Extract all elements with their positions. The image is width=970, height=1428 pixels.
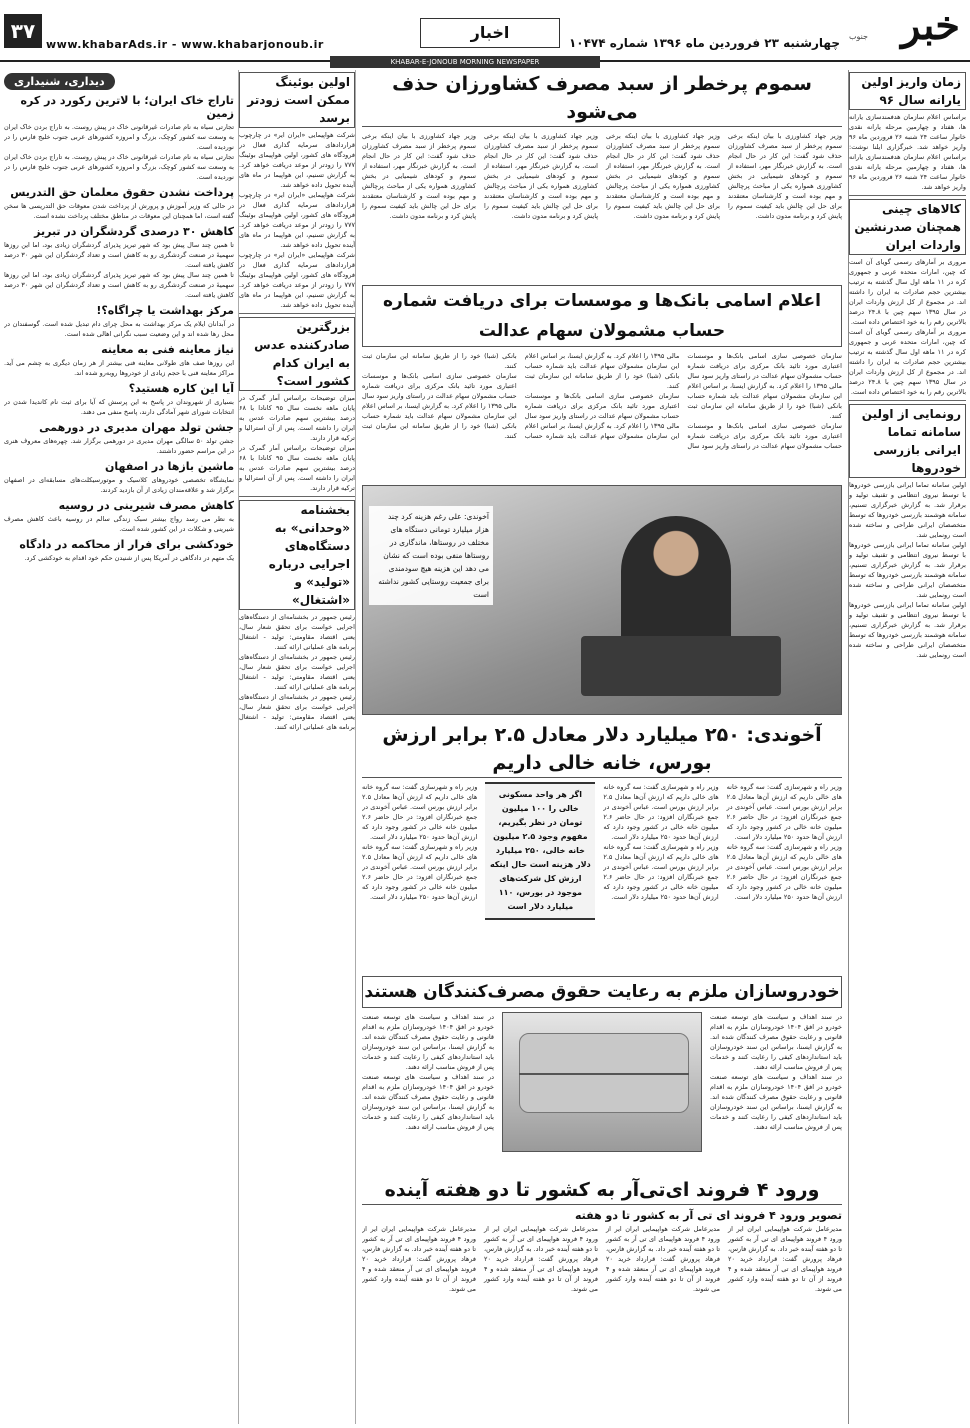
- article-body-china-imports-cont: مروری بر آمارهای رسمی گویای آن است که چین، امارات متحده عربی و جمهوری کره در ۱۱ ماهه اول سال گذشته به ترتیب بیشترین حجم صادرات به ایران را داشته اند. در مجموع از کل ارزش واردات ایران در سال ۱۳۹۵ سهم چین با ۲۴.۸ درصد بالاترین رقم را به خود اختصاص داده است.: [849, 328, 966, 396]
- subhead-atr: تصویر ورود ۴ فروند ای تی آر به کشور تا دو هفته: [575, 1209, 842, 1222]
- article-body-empty-houses-cont3: وزیر راه و شهرسازی گفت: سه گروه خانه های خالی داریم که ارزش آن‌ها معادل ۲.۵ برابر ارزش بورس است. عباس آخوندی در جمع خبرنگاران افزود: در حال حاضر ۲.۶ میلیون خانه خالی در کشور وجود دارد که ارزش آن‌ها حدود ۲۵۰ میلیارد دلار است.: [603, 843, 719, 901]
- article-body-empty-houses-cont2: وزیر راه و شهرسازی گفت: سه گروه خانه های خالی داریم که ارزش آن‌ها معادل ۲.۵ برابر ارزش بورس است. عباس آخوندی در جمع خبرنگاران افزود: در حال حاضر ۲.۶ میلیون خانه خالی در کشور وجود دارد که ارزش آن‌ها حدود ۲۵۰ میلیارد دلار است.: [603, 783, 719, 841]
- article-body-pesticides-cont: وزیر جهاد کشاورزی با بیان اینکه برخی سموم پرخطر از سبد مصرف کشاورزان حذف شود گفت: این کار در حال انجام است. به گزارش خبرنگار مهر، استفاده از سموم و کودهای شیمیایی در بخش کشاورزی همواره یکی از مباحث پرچالش و مهم بوده است و کارشناسان معتقدند برای حل این چالش باید کیفیت سموم را پایش کرد و برنامه مدون داشت.: [606, 132, 720, 220]
- headline-carmakers[interactable]: خودروسازان ملزم به رعایت حقوق مصرف‌کنندگان هستند: [362, 976, 842, 1008]
- article-body-atr-cont3: مدیرعامل شرکت هواپیمایی ایران ایر از ورود ۴ فروند هواپیمای ای تی آر به کشور تا دو هفته آینده خبر داد. به گزارش فارس، فرهاد پرورش گفت: قرارداد خرید ۲۰ فروند هواپیمای ای تی آر منعقد شده و ۴ فروند از آن تا دو هفته آینده وارد کشور می شوند.: [362, 1225, 476, 1293]
- pull-quote-box: [485, 782, 595, 972]
- article-body-boeing-cont2: شرکت هواپیمایی «ایران ایر» در چارچوب قراردادهای سرمایه گذاری فعال در فرودگاه های کشور، اولین هواپیمای بوئینگ ۷۷۷ را زودتر از موعد دریافت خواهد کرد. به گزارش تسنیم، این هواپیما در ماه های آینده تحویل داده خواهد شد.: [239, 251, 355, 309]
- akhondi-photo: [362, 485, 842, 715]
- brief-body-candidate: بسیاری از شهروندان در پاسخ به این پرسش که آیا برای ثبت نام کاندیدا شدن در انتخابات شورای شهر آمادگی دارند، پاسخ منفی می دهند.: [4, 398, 234, 416]
- brief-body-tabriz: تا همین چند سال پیش بود که شهر تبریز پذیرای گردشگران زیادی بود، اما این روزها سهمیهٔ در صنعت گردشگری رو به کاهش است و تعداد گردشگران این شهر ۳۰ درصد کاهش یافته است.: [4, 241, 234, 269]
- empty-houses-text-col1: [727, 782, 842, 972]
- article-body-atr: مدیرعامل شرکت هواپیمایی ایران ایر از ورود ۴ فروند هواپیمای ای تی آر به کشور تا دو هفته آینده خبر داد. به گزارش فارس، فرهاد پرورش گفت: قرارداد خرید ۲۰ فروند هواپیمای ای تی آر منعقد شده و ۴ فروند از آن تا دو هفته آینده وارد کشور می شوند.: [728, 1225, 842, 1293]
- section-title: اخبار: [420, 18, 560, 48]
- article-body-pesticides: وزیر جهاد کشاورزی با بیان اینکه برخی سموم پرخطر از سبد مصرف کشاورزان حذف شود گفت: این کار در حال انجام است. به گزارش خبرنگار مهر، استفاده از سموم و کودهای شیمیایی در بخش کشاورزی همواره یکی از مباحث پرچالش و مهم بوده است و کارشناسان معتقدند برای حل این چالش باید کیفیت سموم را پایش کرد و برنامه مدون داشت.: [728, 132, 842, 220]
- article-body-empty-houses-cont5: وزیر راه و شهرسازی گفت: سه گروه خانه های خالی داریم که ارزش آن‌ها معادل ۲.۵ برابر ارزش بورس است. عباس آخوندی در جمع خبرنگاران افزود: در حال حاضر ۲.۶ میلیون خانه خالی در کشور وجود دارد که ارزش آن‌ها حدود ۲۵۰ میلیارد دلار است.: [362, 843, 478, 901]
- article-body-empty-houses-cont: وزیر راه و شهرسازی گفت: سه گروه خانه های خالی داریم که ارزش آن‌ها معادل ۲.۵ برابر ارزش بورس است. عباس آخوندی در جمع خبرنگاران افزود: در حال حاضر ۲.۶ میلیون خانه خالی در کشور وجود دارد که ارزش آن‌ها حدود ۲۵۰ میلیارد دلار است.: [726, 843, 842, 901]
- right-column: [848, 70, 966, 1424]
- pull-quote: اگر هر واحد مسکونی خالی را ۱۰۰ میلیون تومان در نظر بگیریم، مفهوم وجود ۲.۵ میلیون خانه خالی، ۲۵۰ میلیارد دلار هزینه است حال اینکه ارزش کل شرکت‌های موجود در بورس، ۱۱۰ میلیارد دلار است: [485, 782, 595, 920]
- middle-column: [238, 70, 356, 1424]
- article-title-lentils[interactable]: بزرگترین صادرکننده عدس به ایران کدام کشور است؟: [239, 317, 355, 391]
- article-body-directive-cont: رئیس جمهور در بخشنامه‌ای از دستگاه‌های اجرایی خواست برای تحقق شعار سال، یعنی اقتصاد مقاومتی: تولید - اشتغال برنامه های عملیاتی ارائه کنند.: [239, 653, 355, 691]
- brief-body-russia: به نظر می رسد رواج بیشتر سبک زندگی سالم در روسیه باعث کاهش مصرف شیرینی و شکلات در این کشور شده است.: [4, 515, 234, 533]
- article-title-subsidy[interactable]: زمان واریز اولین یارانه سال ۹۶: [849, 72, 966, 110]
- article-body-car-inspection-cont2: اولین سامانه تماما ایرانی بازرسی خودروها با توسط نیروی انتظامی و تقنیف تولید و برقرار شد. به گزارش خبرگزاری تسنیم، سامانه هوشمند بازرسی خودروها که توسط متخصصان ایرانی طراحی و ساخته شده است رونمایی شد.: [849, 601, 966, 659]
- article-body-justice-shares-cont3: سازمان خصوصی سازی اسامی بانک‌ها و موسسات اعتباری مورد تائید بانک مرکزی برای دریافت شماره حساب مشمولان سهام عدالت در راستای واریز سود سال مالی ۱۳۹۵ را اعلام کرد. به گزارش ایسنا، بر اساس اعلام این سازمان مشمولان سهام عدالت باید شماره حساب بانکی (شبا) خود را از طریق سامانه این سازمان ثبت کنند.: [362, 372, 517, 440]
- article-title-boeing[interactable]: اولین بوئینگ ممکن است زودتر برسد: [239, 72, 355, 128]
- brief-title-russia[interactable]: کاهش مصرف شیرینی در روسیه: [58, 499, 234, 512]
- car-line-shape: [519, 1073, 689, 1075]
- article-body-empty-houses: وزیر راه و شهرسازی گفت: سه گروه خانه های خالی داریم که ارزش آن‌ها معادل ۲.۵ برابر ارزش بورس است. عباس آخوندی در جمع خبرنگاران افزود: در حال حاضر ۲.۶ میلیون خانه خالی در کشور وجود دارد که ارزش آن‌ها حدود ۲۵۰ میلیارد دلار است.: [726, 783, 842, 841]
- article-body-directive: رئیس جمهور در بخشنامه‌ای از دستگاه‌های اجرایی خواست برای تحقق شعار سال، یعنی اقتصاد مقاومتی: تولید - اشتغال برنامه های عملیاتی ارائه کنند.: [239, 613, 355, 651]
- article-empty-houses: [362, 782, 842, 972]
- website-links[interactable]: www.khabarAds.ir - www.khabarjonoub.ir: [46, 38, 324, 51]
- article-body-pesticides-cont2: وزیر جهاد کشاورزی با بیان اینکه برخی سموم پرخطر از سبد مصرف کشاورزان حذف شود گفت: این کار در حال انجام است. به گزارش خبرنگار مهر، استفاده از سموم و کودهای شیمیایی در بخش کشاورزی همواره یکی از مباحث پرچالش و مهم بوده است و کارشناسان معتقدند برای حل این چالش باید کیفیت سموم را پایش کرد و برنامه مدون داشت.: [484, 132, 598, 220]
- photo-caption: آخوندی: علی رغم هزینه کرد چند هزار میلیارد تومانی دستگاه های مختلف در روستاها، ماندگاری در روستاها منفی بوده است که نشان می دهد این هزینه هیچ سودمندی برای جمعیت روستایی کشور نداشته است: [369, 506, 493, 605]
- left-column: [4, 70, 234, 1424]
- brief-title-birthday[interactable]: جشن تولد مهران مدیری در دورهمی: [39, 421, 234, 434]
- headline-empty-houses[interactable]: آخوندی: ۲۵۰ میلیارد دلار معادل ۲.۵ برابر ارزش بورس، خانه خالی داریم: [362, 721, 842, 778]
- article-body-car-inspection: اولین سامانه تماما ایرانی بازرسی خودروها با توسط نیروی انتظامی و تقنیف تولید و برقرار شد. به گزارش خبرگزاری تسنیم، سامانه هوشمند بازرسی خودروها که توسط متخصصان ایرانی طراحی و ساخته شده است رونمایی شد.: [849, 481, 966, 539]
- article-body-lentils-cont: میزان توضیحات براساس آمار گمرک در پایان ماهه نخست سال ۹۵ کانادا با ۶۸ درصد بیشترین سهم صادرات عدس به ایران را داشته است. پس از آن استرالیا و ترکیه قرار دارند.: [239, 444, 355, 492]
- article-body-atr-cont: مدیرعامل شرکت هواپیمایی ایران ایر از ورود ۴ فروند هواپیمای ای تی آر به کشور تا دو هفته آینده خبر داد. به گزارش فارس، فرهاد پرورش گفت: قرارداد خرید ۲۰ فروند هواپیمای ای تی آر منعقد شده و ۴ فروند از آن تا دو هفته آینده وارد کشور می شوند.: [606, 1225, 720, 1293]
- left-tab-row: [4, 70, 234, 90]
- article-body-directive-cont2: رئیس جمهور در بخشنامه‌ای از دستگاه‌های اجرایی خواست برای تحقق شعار سال، یعنی اقتصاد مقاومتی: تولید - اشتغال برنامه های عملیاتی ارائه کنند.: [239, 693, 355, 731]
- brief-title-court[interactable]: خودکشی برای فرار از محاکمه در دادگاه: [19, 538, 234, 551]
- article-justice-shares: [362, 351, 842, 479]
- article-carmakers: [362, 1012, 842, 1172]
- article-body-empty-houses-cont4: وزیر راه و شهرسازی گفت: سه گروه خانه های خالی داریم که ارزش آن‌ها معادل ۲.۵ برابر ارزش بورس است. عباس آخوندی در جمع خبرنگاران افزود: در حال حاضر ۲.۶ میلیون خانه خالی در کشور وجود دارد که ارزش آن‌ها حدود ۲۵۰ میلیارد دلار است.: [362, 783, 478, 841]
- divider: [849, 195, 966, 196]
- article-atr: [362, 1224, 842, 1374]
- article-body-justice-shares-cont2: سازمان خصوصی سازی اسامی بانک‌ها و موسسات اعتباری مورد تائید بانک مرکزی برای دریافت شماره حساب مشمولان سهام عدالت در راستای واریز سود سال مالی ۱۳۹۵ را اعلام کرد. به گزارش ایسنا، بر اساس اعلام این سازمان مشمولان سهام عدالت باید شماره حساب بانکی (شبا) خود را از طریق سامانه این سازمان ثبت کنند.: [362, 352, 680, 440]
- brief-body-soil-cont: تجارتی سیاه به نام صادرات غیرقانونی خاک در پیش روست. به تاراج بردن خاک ایران به وسعت سه کشور کوچک، بزرگ و امروزه کشورهای عربی جنوب خلیج فارس را در نوردیده است.: [4, 153, 234, 181]
- article-body-car-inspection-cont: اولین سامانه تماما ایرانی بازرسی خودروها با توسط نیروی انتظامی و تقنیف تولید و برقرار شد. به گزارش خبرگزاری تسنیم، سامانه هوشمند بازرسی خودروها که توسط متخصصان ایرانی طراحی و ساخته شده است رونمایی شد.: [849, 541, 966, 599]
- brief-title-teachers[interactable]: پرداخت نشدن حقوق معلمان حق التدریس: [10, 186, 234, 199]
- logo-subtitle: جنوب: [848, 32, 868, 41]
- article-title-china-imports[interactable]: کالاهای چینی همچنان صدرنشین واردات ایران: [849, 199, 966, 255]
- brief-body-court: یک متهم در دادگاهی در آمریکا پس از شنیدن حکم خود اقدام به خودکشی کرد.: [24, 554, 234, 562]
- carmakers-text-col2: [362, 1012, 494, 1172]
- brief-body-health-center: در آبدانان ایلام یک مرکز بهداشت به محل چرای دام تبدیل شده است. گوسفندان در محل رها شده اند و این وضعیت سبب نگرانی اهالی شده است.: [4, 320, 234, 338]
- main-column: [362, 70, 842, 1424]
- article-body-china-imports: مروری بر آمارهای رسمی گویای آن است که چین، امارات متحده عربی و جمهوری کره در ۱۱ ماهه اول سال گذشته به ترتیب بیشترین حجم صادرات به ایران را داشته اند. در مجموع از کل ارزش واردات ایران در سال ۱۳۹۵ سهم چین با ۲۴.۸ درصد بالاترین رقم را به خود اختصاص داده است.: [849, 258, 966, 326]
- empty-houses-text-col2: [603, 782, 718, 972]
- headline-atr[interactable]: ورود ۴ فروند ای‌تی‌آر به کشور تا دو هفته آینده: [362, 1176, 842, 1205]
- divider: [239, 313, 355, 314]
- article-body-atr-cont2: مدیرعامل شرکت هواپیمایی ایران ایر از ورود ۴ فروند هواپیمای ای تی آر به کشور تا دو هفته آینده خبر داد. به گزارش فارس، فرهاد پرورش گفت: قرارداد خرید ۲۰ فروند هواپیمای ای تی آر منعقد شده و ۴ فروند از آن تا دو هفته آینده وارد کشور می شوند.: [484, 1225, 598, 1293]
- article-body-carmakers-cont3: در سند اهداف و سیاست های توسعه صنعت خودرو در افق ۱۴۰۴ خودروسازان ملزم به اقدام قانونی و رعایت حقوق مصرف کنندگان شده اند. به گزارش ایسنا، براساس این سند خودروسازان باید استانداردهای کیفی را رعایت کنند و خدمات پس از فروش مناسب ارائه دهند.: [362, 1073, 494, 1131]
- article-body-justice-shares-cont: سازمان خصوصی سازی اسامی بانک‌ها و موسسات اعتباری مورد تائید بانک مرکزی برای دریافت شماره حساب مشمولان سهام عدالت در راستای واریز سود سال مالی ۱۳۹۵ را اعلام کرد. به گزارش ایسنا، بر اساس اعلام این سازمان مشمولان سهام عدالت باید شماره حساب بانکی (شبا) خود را از طریق سامانه این سازمان ثبت کنند.: [524, 352, 842, 450]
- article-body-boeing: شرکت هواپیمایی «ایران ایر» در چارچوب قراردادهای سرمایه گذاری فعال در فرودگاه های کشور، اولین هواپیمای بوئینگ ۷۷۷ را زودتر از موعد دریافت خواهد کرد. به گزارش تسنیم، این هواپیما در ماه های آینده تحویل داده خواهد شد.: [239, 131, 355, 189]
- logo-text: خبر: [901, 2, 960, 49]
- carmakers-text-col1: [710, 1012, 842, 1172]
- brief-body-tabriz-cont: تا همین چند سال پیش بود که شهر تبریز پذیرای گردشگران زیادی بود، اما این روزها سهمیهٔ در صنعت گردشگری رو به کاهش است و تعداد گردشگران این شهر ۳۰ درصد کاهش یافته است.: [4, 271, 234, 299]
- article-body-boeing-cont: شرکت هواپیمایی «ایران ایر» در چارچوب قراردادهای سرمایه گذاری فعال در فرودگاه های کشور، اولین هواپیمای بوئینگ ۷۷۷ را زودتر از موعد دریافت خواهد کرد. به گزارش تسنیم، این هواپیما در ماه های آینده تحویل داده خواهد شد.: [239, 191, 355, 249]
- divider: [239, 496, 355, 497]
- divider: [849, 400, 966, 401]
- headline-pesticides[interactable]: سموم پرخطر از سبد مصرف کشاورزان حذف می‌شود: [362, 70, 842, 127]
- section-tab-diyar[interactable]: دیداری، شنیداری: [4, 73, 115, 90]
- brief-body-soil: تجارتی سیاه به نام صادرات غیرقانونی خاک در پیش روست. به تاراج بردن خاک ایران به وسعت سه کشور کوچک، بزرگ و امروزه کشورهای عربی جنوب خلیج فارس را در نوردیده است.: [4, 123, 234, 151]
- article-body-lentils: میزان توضیحات براساس آمار گمرک در پایان ماهه نخست سال ۹۵ کانادا با ۶۸ درصد بیشترین سهم صادرات عدس به ایران را داشته است. پس از آن استرالیا و ترکیه قرار دارند.: [239, 394, 355, 442]
- empty-houses-text-col3: [362, 782, 477, 972]
- article-title-car-inspection[interactable]: رونمایی از اولین سامانه تماما ایرانی بازرسی خودروها: [849, 404, 966, 478]
- masthead: [0, 0, 970, 66]
- issue-date-line: چهارشنبه ۲۳ فروردین ماه ۱۳۹۶ شماره ۱۰۴۷۴: [568, 36, 840, 50]
- brief-title-cars-isfahan[interactable]: ماشین بازها در اصفهان: [104, 460, 234, 473]
- brief-body-cars-isfahan: نمایشگاه تخصصی خودروهای کلاسیک و موتورسیکلت‌های مسابقه‌ای در اصفهان برگزار شد و علاقه‌مندان زیادی از آن بازدید کردند.: [4, 476, 234, 494]
- newspaper-logo[interactable]: [846, 2, 964, 54]
- article-body-justice-shares: سازمان خصوصی سازی اسامی بانک‌ها و موسسات اعتباری مورد تائید بانک مرکزی برای دریافت شماره حساب مشمولان سهام عدالت در راستای واریز سود سال مالی ۱۳۹۵ را اعلام کرد. به گزارش ایسنا، بر اساس اعلام این سازمان مشمولان سهام عدالت باید شماره حساب بانکی (شبا) خود را از طریق سامانه این سازمان ثبت کنند.: [687, 352, 842, 420]
- article-body-pesticides-cont3: وزیر جهاد کشاورزی با بیان اینکه برخی سموم پرخطر از سبد مصرف کشاورزان حذف شود گفت: این کار در حال انجام است. به گزارش خبرنگار مهر، استفاده از سموم و کودهای شیمیایی در بخش کشاورزی همواره یکی از مباحث پرچالش و مهم بوده است و کارشناسان معتقدند برای حل این چالش باید کیفیت سموم را پایش کرد و برنامه مدون داشت.: [362, 132, 476, 220]
- brief-body-birthday: جشن تولد ۵۰ سالگی مهران مدیری در دورهمی برگزار شد. چهره‌های معروف هنری در این مراسم حضور داشتند.: [4, 437, 234, 455]
- article-body-subsidy: براساس اعلام سازمان هدفمندسازی یارانه ها، هفتاد و چهارمین مرحله یارانه نقدی خانوار ساعت ۲۴ شنبه ۲۶ فروردین ماه ۹۶ واریز خواهد شد. خبرگزاری ایلنا نوشت: براساس اعلام سازمان هدفمندسازی یارانه ها، هفتاد و چهارمین مرحله یارانه نقدی خانوار ساعت ۲۴ شنبه ۲۶ فروردین ماه ۹۶ واریز خواهد شد.: [849, 113, 966, 191]
- brief-title-tabriz[interactable]: کاهش ۳۰ درصدی گردشگران در تبریز: [34, 225, 234, 238]
- brief-title-candidate[interactable]: آیا این کاره هستید؟: [128, 382, 234, 395]
- article-body-carmakers-cont: در سند اهداف و سیاست های توسعه صنعت خودرو در افق ۱۴۰۴ خودروسازان ملزم به اقدام قانونی و رعایت حقوق مصرف کنندگان شده اند. به گزارش ایسنا، براساس این سند خودروسازان باید استانداردهای کیفی را رعایت کنند و خدمات پس از فروش مناسب ارائه دهند.: [710, 1073, 842, 1131]
- brief-title-health-center[interactable]: مرکز بهداشت یا چراگاه؟!: [96, 304, 234, 317]
- car-factory-photo: [502, 1012, 702, 1152]
- article-title-directive[interactable]: بخشنامه «وحدانی» به دستگاه‌های اجرایی درباره «تولید» و «اشتغال»: [239, 500, 355, 610]
- article-body-carmakers-cont2: در سند اهداف و سیاست های توسعه صنعت خودرو در افق ۱۴۰۴ خودروسازان ملزم به اقدام قانونی و رعایت حقوق مصرف کنندگان شده اند. به گزارش ایسنا، براساس این سند خودروسازان باید استانداردهای کیفی را رعایت کنند و خدمات پس از فروش مناسب ارائه دهند.: [362, 1013, 494, 1071]
- brief-title-soil[interactable]: تاراج خاک ایران؛ با لاترین رکورد در کره زمین: [20, 94, 234, 120]
- brief-title-inspection[interactable]: نیاز معاینه فنی به معاینه: [101, 343, 234, 356]
- article-body-carmakers: در سند اهداف و سیاست های توسعه صنعت خودرو در افق ۱۴۰۴ خودروسازان ملزم به اقدام قانونی و رعایت حقوق مصرف کنندگان شده اند. به گزارش ایسنا، براساس این سند خودروسازان باید استانداردهای کیفی را رعایت کنند و خدمات پس از فروش مناسب ارائه دهند.: [710, 1013, 842, 1071]
- article-pesticides: [362, 131, 842, 281]
- page-number: ۳۷: [4, 14, 42, 48]
- headline-justice-shares[interactable]: اعلام اسامی بانک‌ها و موسسات برای دریافت شماره حساب مشمولان سهام عدالت: [362, 285, 842, 347]
- brief-body-inspection: این روزها صف های طولانی معاینه فنی بیشتر از هر زمان دیگری به چشم می آید. مراکز معاینه فنی با حجم زیادی از خودروها روبه‌رو شده اند.: [4, 359, 234, 377]
- brief-body-teachers: در حالی که وزیر آموزش و پرورش از پرداخت شدن معوقات حق التدریسی ها سخن گفته است، اما همچنان این معوقات در مناطق مختلف پرداخت نشده است.: [4, 202, 234, 220]
- podium-shape: [581, 636, 781, 696]
- tagline: KHABAR-E-JONOUB MORNING NEWSPAPER: [330, 56, 600, 68]
